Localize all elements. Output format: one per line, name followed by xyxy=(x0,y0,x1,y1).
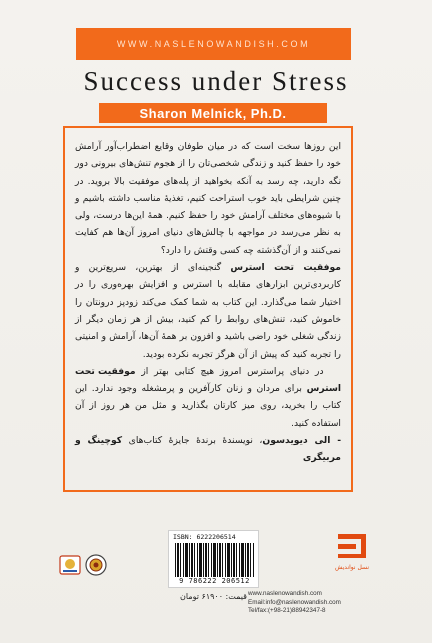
contact-phone: Tel/fax:(+98-21)88942347-8 xyxy=(248,607,326,615)
isbn-label: ISBN: 6222206514 xyxy=(173,533,236,541)
attribution-award: کوچینگ و مربیگری xyxy=(75,435,341,464)
quote-attribution xyxy=(75,432,341,467)
website-banner xyxy=(76,28,351,60)
website-url: WWW.NASLENOWANDISH.COM xyxy=(116,39,311,49)
blurb-box xyxy=(63,126,353,492)
barcode xyxy=(168,530,259,588)
book-title: Success under Stress xyxy=(83,66,349,96)
ean-digits: 9 786222 206512 xyxy=(179,577,250,585)
quote-text-post: برای مردان و زنان کارآفرین و پرمشغله وجود ندارد. این کتاب را بخرید، روی میز کارتان بگذارید و مثل من هر روز از آن استفاده کنید. xyxy=(75,383,341,429)
award-badge-icon xyxy=(58,553,82,577)
blurb-paragraph-1: این روزها سخت است که در میان طوفان وقایع اضطراب‌آور آرامش خود را حفظ کنید و زندگی شخصی‌تان را از هجوم تنش‌های بیرونی دور نگه دارید، چه رسد به آنکه بخواهید از پله‌های موفقیت بالا بروید. در چنین شرایطی باید خوب استراحت کنیم، تغذیهٔ مناسب داشته باشیم و با شیوه‌های مختلف آرامش خود را حفظ کنیم. همهٔ این‌ها درست، ولی به نظر می‌رسد در مواجهه با چالش‌های دنیای امروز آن‌ها هم کفایت نمی‌کنند و از آن‌گذشته چه کسی وقتش را دارد؟ xyxy=(75,141,341,256)
barcode-bars xyxy=(175,543,254,577)
quote-text-pre: در دنیای پراسترس امروز هیچ کتابی بهتر از xyxy=(135,365,324,377)
contact-website: www.naslenowandish.com xyxy=(248,590,322,597)
attribution-dash: - xyxy=(330,435,342,447)
quote-book-title: موفقیت تحت استرس xyxy=(75,365,341,395)
blurb-paragraph-2 xyxy=(75,259,341,363)
contact-email: Email:info@naslenowandish.com xyxy=(248,598,341,606)
publisher-name: نسل نواندیش xyxy=(334,564,370,571)
attribution-role: ، نویسندهٔ برندهٔ جایزهٔ کتاب‌های xyxy=(122,435,263,447)
price: قیمت: ۶۱۹۰۰ تومان xyxy=(180,592,247,601)
seal-badge-icon xyxy=(84,553,108,577)
book-title-persian: موفقیت تحت استرس xyxy=(230,262,341,274)
author-name: Sharon Melnick, Ph.D. xyxy=(139,105,287,121)
attribution-name: الی دیویدسون xyxy=(262,435,331,447)
blurb-paragraph-3 xyxy=(75,363,341,432)
publisher-logo-icon xyxy=(334,528,370,564)
author-banner xyxy=(99,103,327,123)
blurb-paragraph-2-text: گنجینه‌ای از بهترین، سریع‌ترین و کاربردی‌ترین ابزارهای مقابله با استرس و افزایش بهره‌وری را در اختیار شما می‌گذارد. این کتاب به شما کمک می‌کند زودپز درونتان را خاموش کنید، تنش‌های روابط را کم کنید، بیش از هر زمان دیگر از زندگی شغلی خود راضی باشید و افزون بر همهٔ آن‌ها، آرامش و امنیتی را تجربه کنید که پیش از آن هرگز تجربه نکرده بودید. xyxy=(75,262,341,360)
publisher-contact xyxy=(248,590,378,616)
